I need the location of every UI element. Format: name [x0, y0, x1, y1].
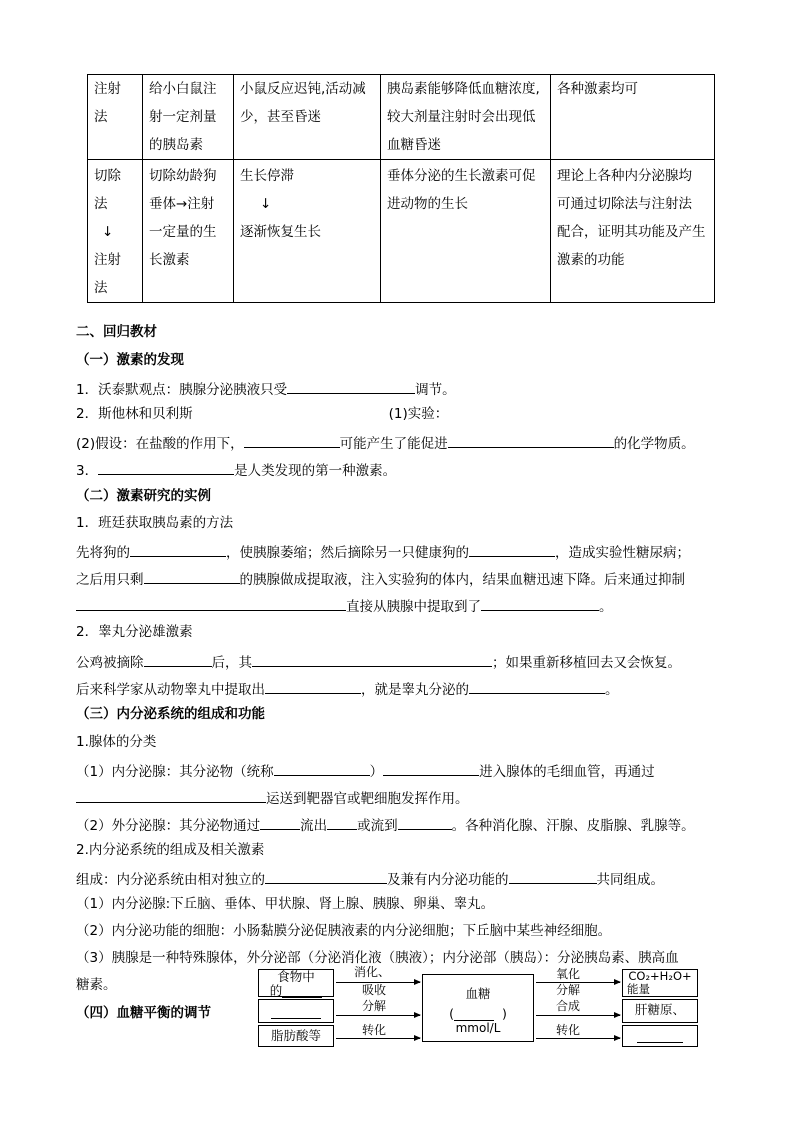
- text-line: 后来科学家从动物睾丸中提取出 ，就是睾丸分泌的 。: [76, 677, 619, 700]
- text-line: （1）内分泌腺:下丘脑、垂体、甲状腺、肾上腺、胰腺、卵巢、睾丸。: [76, 896, 495, 912]
- arrow: [336, 1038, 420, 1039]
- fat-box: 脂肪酸等: [258, 1025, 334, 1047]
- label-oxidize: 氧化: [556, 967, 581, 981]
- table-cell: 小鼠反应迟钝,活动减 少，甚至昏迷: [234, 75, 381, 160]
- text-line: 之后用只剩 的胰腺做成提取液，注入实验狗的体内，结果血糖迅速下降。后来通过抑制: [76, 567, 685, 590]
- section-title: 二、回归教材: [76, 324, 157, 340]
- text-line: 组成：内分泌系统由相对独立的 及兼有内分泌功能的 共同组成。: [76, 867, 664, 890]
- blood-glucose-diagram: [258, 966, 700, 1056]
- arrow: [336, 1015, 420, 1016]
- text-line: （2）外分泌腺：其分泌物通过 流出 或流到 。各种消化腺、汗腺、皮脂腺、乳腺等。: [76, 813, 695, 836]
- text-line: 运送到靶器官或靶细胞发挥作用。: [76, 786, 469, 809]
- table-cell: 生长停滞 ↓ 逐渐恢复生长: [234, 160, 381, 303]
- label-absorb: 吸收: [362, 983, 387, 997]
- text-line: 1．沃泰默观点：胰腺分泌胰液只受 调节。: [76, 377, 456, 400]
- text-line: 3． 是人类发现的第一种激素。: [76, 458, 396, 481]
- text-line: （3）胰腺是一种特殊腺体，外分泌部（分泌消化液（胰液）；内分泌部（胰岛）：分泌胰岛素、胰高血: [76, 950, 679, 966]
- blood-glucose-box: 血糖 ( ) mmol/L: [422, 974, 534, 1042]
- table-row: [88, 75, 715, 160]
- subsection-title: （二）激素研究的实例: [76, 488, 211, 504]
- arrow: [536, 1038, 620, 1039]
- table-cell: 理论上各种内分泌腺均 可通过切除法与注射法 配合，证明其功能及产生 激素的功能: [551, 160, 715, 303]
- text-line: 1.腺体的分类: [76, 734, 157, 750]
- methods-table: [87, 74, 715, 303]
- text-line: 直接从胰腺中提取到了 。: [76, 594, 613, 617]
- label-transform-2: 转化: [556, 1023, 581, 1037]
- label-decompose: 分解: [362, 999, 387, 1013]
- table-cell: 给小白鼠注 射一定剂量 的胰岛素: [143, 75, 234, 160]
- text-line: （2）内分泌功能的细胞：小肠黏膜分泌促胰液素的内分泌细胞；下丘脑中某些神经细胞。: [76, 923, 612, 939]
- table-cell: 胰岛素能够降低血糖浓度, 较大剂量注射时会出现低 血糖昏迷: [381, 75, 551, 160]
- text-line: （1）内分泌腺：其分泌物（统称 ） 进入腺体的毛细血管，再通过: [76, 759, 655, 782]
- food-box: 食物中 的: [258, 969, 334, 997]
- label-transform: 转化: [362, 1023, 387, 1037]
- text-line: 公鸡被摘除 后，其 ；如果重新移植回去又会恢复。: [76, 650, 681, 673]
- table-cell: 垂体分泌的生长激素可促 进动物的生长: [381, 160, 551, 303]
- text-line: 糖素。: [76, 977, 117, 993]
- text-line: 先将狗的 ，使胰腺萎缩；然后摘除另一只健康狗的 ，造成实验性糖尿病；: [76, 540, 690, 563]
- table-cell: 切除幼龄狗 垂体→注射 一定量的生 长激素: [143, 160, 234, 303]
- subsection-title: （四）血糖平衡的调节: [76, 1005, 211, 1021]
- output-glycogen-box: 肝糖原、: [622, 999, 698, 1023]
- output-energy-box: CO₂+H₂O+ 能量: [622, 969, 698, 997]
- subsection-title: （一）激素的发现: [76, 352, 184, 368]
- text-line: 2.内分泌系统的组成及相关激素: [76, 842, 265, 858]
- table-cell: 注射 法: [88, 75, 143, 160]
- label-synthesis: 合成: [556, 999, 581, 1013]
- label-digest: 消化、: [354, 965, 391, 979]
- blank-box: [258, 999, 334, 1023]
- arrow: [536, 1015, 620, 1016]
- text-line: (2)假设：在盐酸的作用下， 可能产生了能促进 的化学物质。: [76, 431, 695, 454]
- subsection-title: （三）内分泌系统的组成和功能: [76, 706, 265, 722]
- text-line: 2．斯他林和贝利斯 (1)实验：: [76, 406, 449, 422]
- text-line: 1．班廷获取胰岛素的方法: [76, 515, 234, 531]
- table-row: [88, 160, 715, 303]
- table-cell: 切除 法 ↓ 注射 法: [88, 160, 143, 303]
- label-oxidize2: 分解: [556, 983, 581, 997]
- table-cell: 各种激素均可: [551, 75, 715, 160]
- output-blank-box: [622, 1025, 698, 1047]
- text-line: 2．睾丸分泌雄激素: [76, 624, 193, 640]
